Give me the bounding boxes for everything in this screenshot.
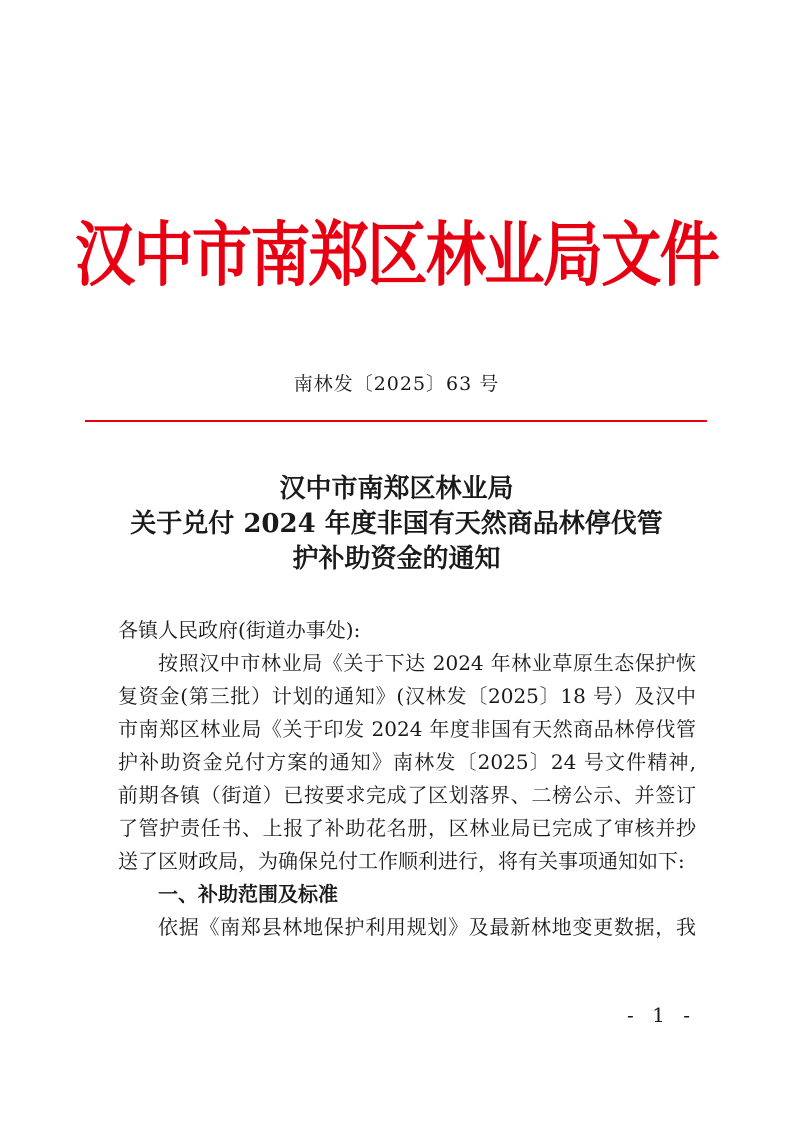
- paragraph-line: 送了区财政局，为确保兑付工作顺利进行，将有关事项通知如下:: [118, 849, 685, 873]
- page-number: - 1 -: [627, 1003, 696, 1027]
- paragraph-line: 复资金(第三批）计划的通知》(汉林发〔2025〕18 号）及汉中: [118, 684, 696, 708]
- document-masthead: 汉中市南郑区林业局文件: [74, 213, 719, 296]
- section-heading: 一、补助范围及标准: [158, 882, 338, 906]
- paragraph-line: 依据《南郑县林地保护利用规划》及最新林地变更数据，我: [158, 915, 696, 939]
- title-line: 护补助资金的通知: [292, 544, 501, 574]
- title-line: 汉中市南郑区林业局: [279, 474, 514, 504]
- paragraph-line: 护补助资金兑付方案的通知》南林发〔2025〕24 号文件精神,: [118, 750, 696, 774]
- paragraph-line: 了管护责任书、上报了补助花名册，区林业局已完成了审核并抄: [118, 816, 696, 840]
- notice-body: [118, 614, 696, 944]
- notice-title: [0, 472, 793, 577]
- title-line: 关于兑付 2024 年度非国有天然商品林停伐管: [130, 509, 663, 539]
- paragraph-line: 市南郑区林业局《关于印发 2024 年度非国有天然商品林停伐管: [118, 717, 696, 741]
- red-separator-line: [85, 420, 707, 422]
- paragraph-line: 前期各镇（街道）已按要求完成了区划落界、二榜公示、并签订: [118, 783, 696, 807]
- salutation: 各镇人民政府(街道办事处):: [118, 618, 361, 642]
- paragraph-line: 按照汉中市林业局《关于下达 2024 年林业草原生态保护恢: [158, 651, 696, 675]
- document-number: 南林发〔2025〕63 号: [293, 373, 500, 395]
